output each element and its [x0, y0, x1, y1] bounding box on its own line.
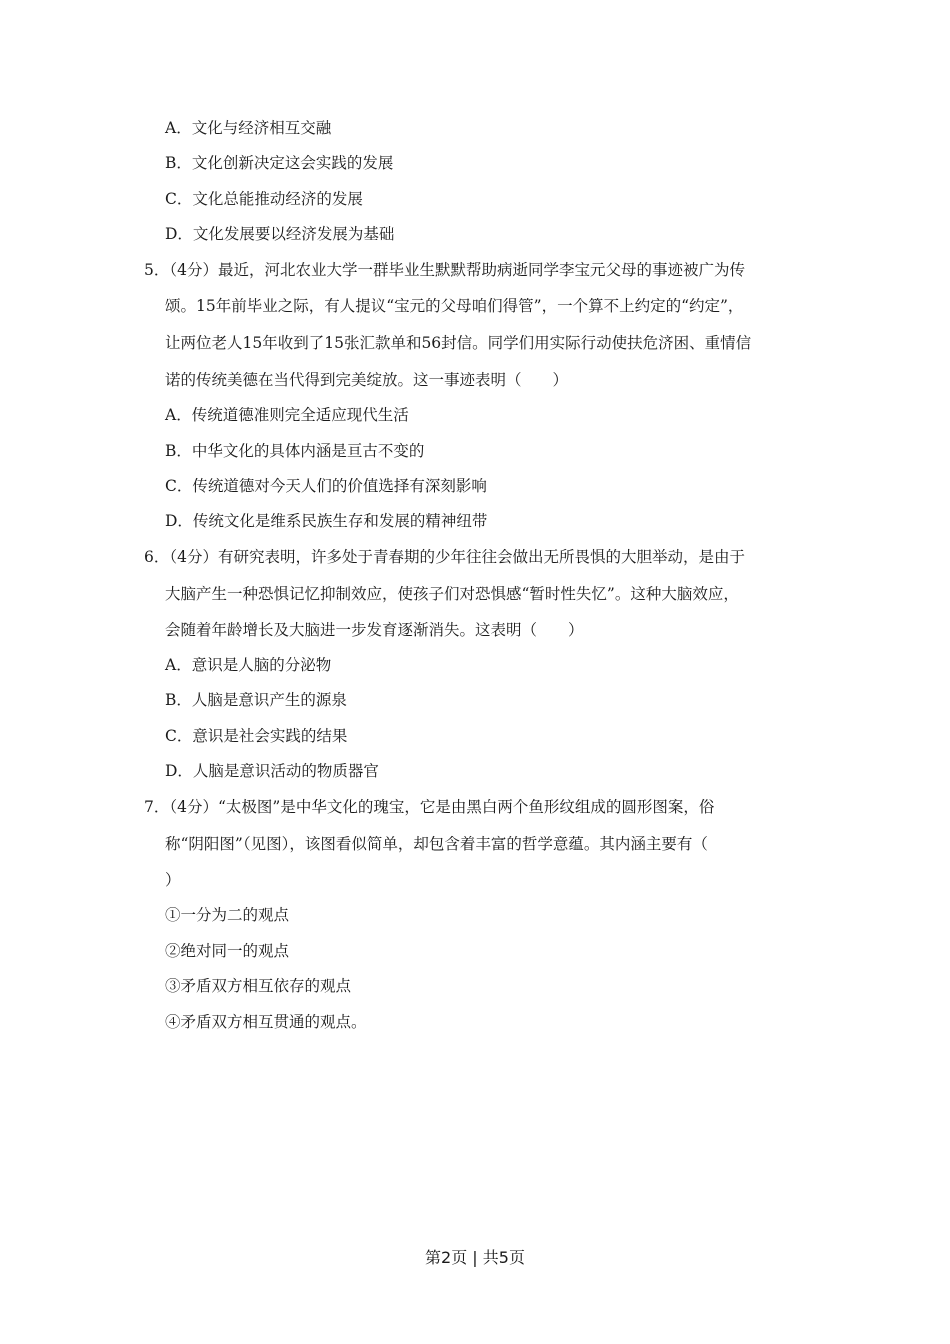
- q7-stem-line-1: 7．（4分）“太极图”是中华文化的瑰宝，它是由黑白两个鱼形纹组成的圆形图案，俗: [144, 798, 715, 816]
- q6-option-c: C．意识是社会实践的结果: [165, 727, 348, 745]
- q6-option-d: D．人脑是意识活动的物质器官: [165, 762, 379, 780]
- q4-option-d: D．文化发展要以经济发展为基础: [165, 225, 395, 243]
- q5-stem-line-3: 让两位老人15年收到了15张汇款单和56封信。同学们用实际行动使扶危济困、重情信: [165, 334, 752, 352]
- q5-option-a: A．传统道德准则完全适应现代生活: [165, 406, 409, 424]
- q7-stem-line-3: ）: [165, 871, 181, 889]
- q6-stem-line-3: 会随着年龄增长及大脑进一步发育逐渐消失。这表明（ ）: [165, 621, 584, 639]
- q4-option-a: A．文化与经济相互交融: [165, 119, 332, 137]
- q4-option-c: C．文化总能推动经济的发展: [165, 190, 363, 208]
- q7-stem-line-2: 称“阴阳图”（见图），该图看似简单，却包含着丰富的哲学意蕴。其内涵主要有（: [165, 835, 708, 853]
- q5-option-c: C．传统道德对今天人们的价值选择有深刻影响: [165, 477, 487, 495]
- q5-option-d: D．传统文化是维系民族生存和发展的精神纽带: [165, 512, 488, 530]
- q6-option-a: A．意识是人脑的分泌物: [165, 656, 332, 674]
- q5-stem-line-2: 颂。15年前毕业之际，有人提议“宝元的父母咱们得管”，一个算不上约定的“约定”，: [165, 297, 744, 315]
- q6-stem-line-1: 6．（4分）有研究表明，许多处于青春期的少年往往会做出无所畏惧的大胆举动，是由于: [144, 548, 745, 566]
- q7-statement-1: ①一分为二的观点: [165, 906, 290, 924]
- q7-statement-3: ③矛盾双方相互依存的观点: [165, 977, 352, 995]
- q5-stem-line-4: 诺的传统美德在当代得到完美绽放。这一事迹表明（ ）: [165, 371, 569, 389]
- page-footer: 第2页 | 共5页: [425, 1248, 525, 1267]
- q5-stem-line-1: 5．（4分）最近，河北农业大学一群毕业生默默帮助病逝同学李宝元父母的事迹被广为传: [144, 261, 745, 279]
- q7-statement-2: ②绝对同一的观点: [165, 942, 290, 960]
- q6-stem-line-2: 大脑产生一种恐惧记忆抑制效应，使孩子们对恐惧感“暂时性失忆”。这种大脑效应，: [165, 585, 739, 603]
- q5-option-b: B．中华文化的具体内涵是亘古不变的: [165, 442, 425, 460]
- q6-option-b: B．人脑是意识产生的源泉: [165, 691, 347, 709]
- q7-statement-4: ④矛盾双方相互贯通的观点。: [165, 1013, 367, 1031]
- q4-option-b: B．文化创新决定这会实践的发展: [165, 154, 394, 172]
